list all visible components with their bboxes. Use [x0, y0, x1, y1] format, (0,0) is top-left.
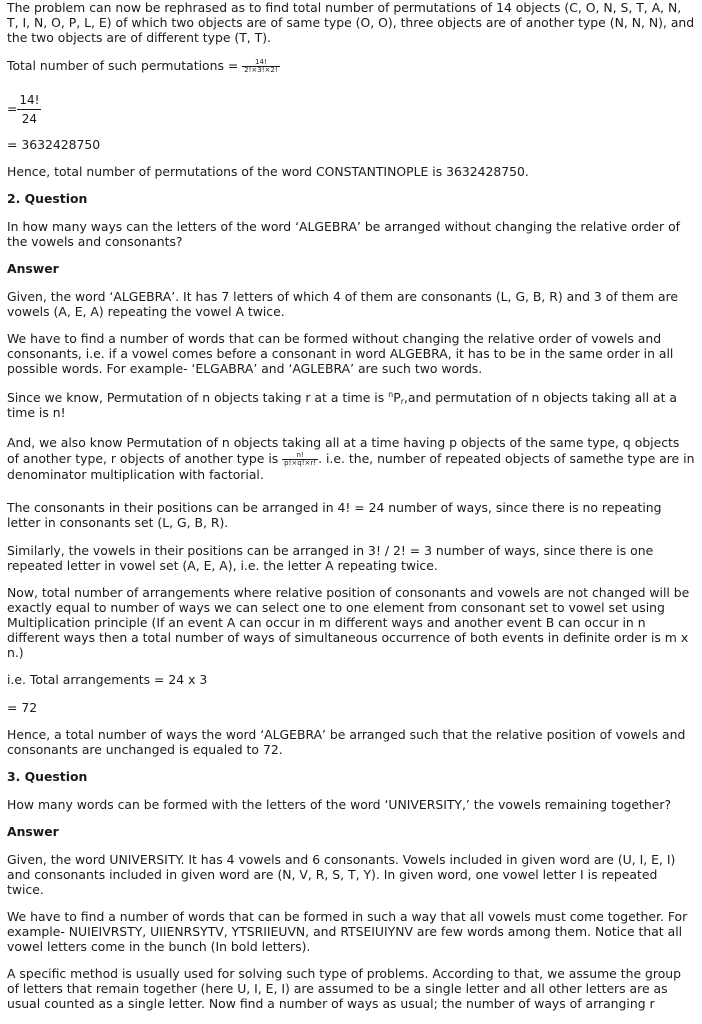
equals-sign: =: [7, 101, 18, 116]
question-3-given: Given, the word UNIVERSITY. It has 4 vowels and 6 consonants. Vowels included in given word are (U, I, E, I) and consonants included in given word are (N, V, R, S, T, Y). In given word, one vowel letter I is repeated twice.: [7, 852, 676, 897]
question-2-multiplication-principle: Now, total number of arrangements where relative position of consonants and vowels are not changed will be exactly equal to number of ways we can select one to one element from consonant set to vowel set using Multiplication principle (If an event A can occur in m different ways and another event B can occur in n different ways then a total number of ways of simultaneous occurrence of both events in definite order is m x n.): [7, 585, 690, 660]
constantinople-conclusion: Hence, total number of permutations of the word CONSTANTINOPLE is 3632428750.: [7, 164, 529, 179]
question-2-answer-heading: Answer: [7, 261, 59, 276]
total-permutations-label: Total number of such permutations =: [7, 58, 243, 73]
total-permutations-line: [7, 58, 695, 74]
fraction-numerator: 14!: [19, 93, 40, 107]
question-3-text: How many words can be formed with the letters of the word ‘UNIVERSITY,’ the vowels remaining together?: [7, 797, 672, 812]
question-2-vowels: Similarly, the vowels in their positions can be arranged in 3! / 2! = 3 number of ways, since there is one repeated letter in vowel set (A, E, A), i.e. the letter A repeating twice.: [7, 543, 654, 573]
fraction-denominator: 24: [17, 109, 41, 125]
fraction-14-over-product: [242, 59, 280, 74]
fraction-numerator: 14!: [255, 58, 267, 66]
question-2-heading: 2. Question: [7, 191, 88, 206]
question-2-find: We have to find a number of words that can be formed without changing the relative order of vowels and consonants, i.e. if a vowel comes before a consonant in word ALGEBRA, it has to be in the same order in all possible words. For example- ‘ELGABRA’ and ‘AGLEBRA’ are such two words.: [7, 331, 674, 376]
fraction-n-over-pqr: $\frac{n!}{p!\times q!\times r!}$: [284, 451, 317, 467]
fraction-14-over-24: [17, 94, 41, 125]
question-2-given: Given, the word ‘ALGEBRA’. It has 7 letters of which 4 of them are consonants (L, G, B, R) and 3 of them are vowels (A, E, A) repeating the vowel A twice.: [7, 289, 679, 319]
question-3-heading: 3. Question: [7, 769, 88, 784]
question-2-permutation-fact: Since we know, Permutation of n objects taking r at a time is $^nP_r,and$ permutation of n objects taking all at a time is n!: [7, 390, 677, 420]
fraction-denominator: 2!×3!×2!: [244, 66, 278, 74]
question-3-find: We have to find a number of words that can be formed in such a way that all vowels must come together. For example- NUIEIVRSTY, UIIENRSYTV, YTSRIIEUVN, and RTSEIUIYNV are few words among them. Notice that all vowel letters come in the bunch (In bold letters).: [7, 909, 688, 954]
question-2-conclusion: Hence, a total number of ways the word ‘ALGEBRA’ be arranged such that the relative position of vowels and consonants are unchanged is equaled to 72.: [7, 727, 686, 757]
question-2-repetition-fact: And, we also know Permutation of n objects taking all at a time having p objects of the same type, q objects of another type, r objects of another type is $\frac{n!}{p!\times q!\times r!}$ . i.e. the, number of repeated objects of samethe type are in denominator multiplication with factorial.: [7, 435, 695, 482]
question-2-calculation: i.e. Total arrangements = 24 x 3: [7, 672, 208, 687]
question-3-method: A specific method is usually used for solving such type of problems. According to that, we assume the group of letters that remain together (here U, I, E, I) are assumed to be a single letter and all other letters are as usual counted as a single letter. Now find a number of ways as usual; the number of ways of arranging r: [7, 966, 682, 1011]
intro-paragraph: The problem can now be rephrased as to find total number of permutations of 14 objects (C, O, N, S, T, A, N, T, I, N, O, P, L, E) of which two objects are of same type (O, O), three objects are of another type (N, N, N), and the two objects are of different type (T, T).: [7, 0, 695, 45]
question-2-consonants: The consonants in their positions can be arranged in 4! = 24 number of ways, since there is no repeating letter in consonants set (L, G, B, R).: [7, 500, 662, 530]
fraction-14-over-24-line: [7, 94, 695, 125]
result-line: = 3632428750: [7, 137, 101, 152]
question-2-calculation-result: = 72: [7, 700, 38, 715]
question-3-answer-heading: Answer: [7, 824, 59, 839]
question-2-text: In how many ways can the letters of the word ‘ALGEBRA’ be arranged without changing the relative order of the vowels and consonants?: [7, 219, 681, 249]
